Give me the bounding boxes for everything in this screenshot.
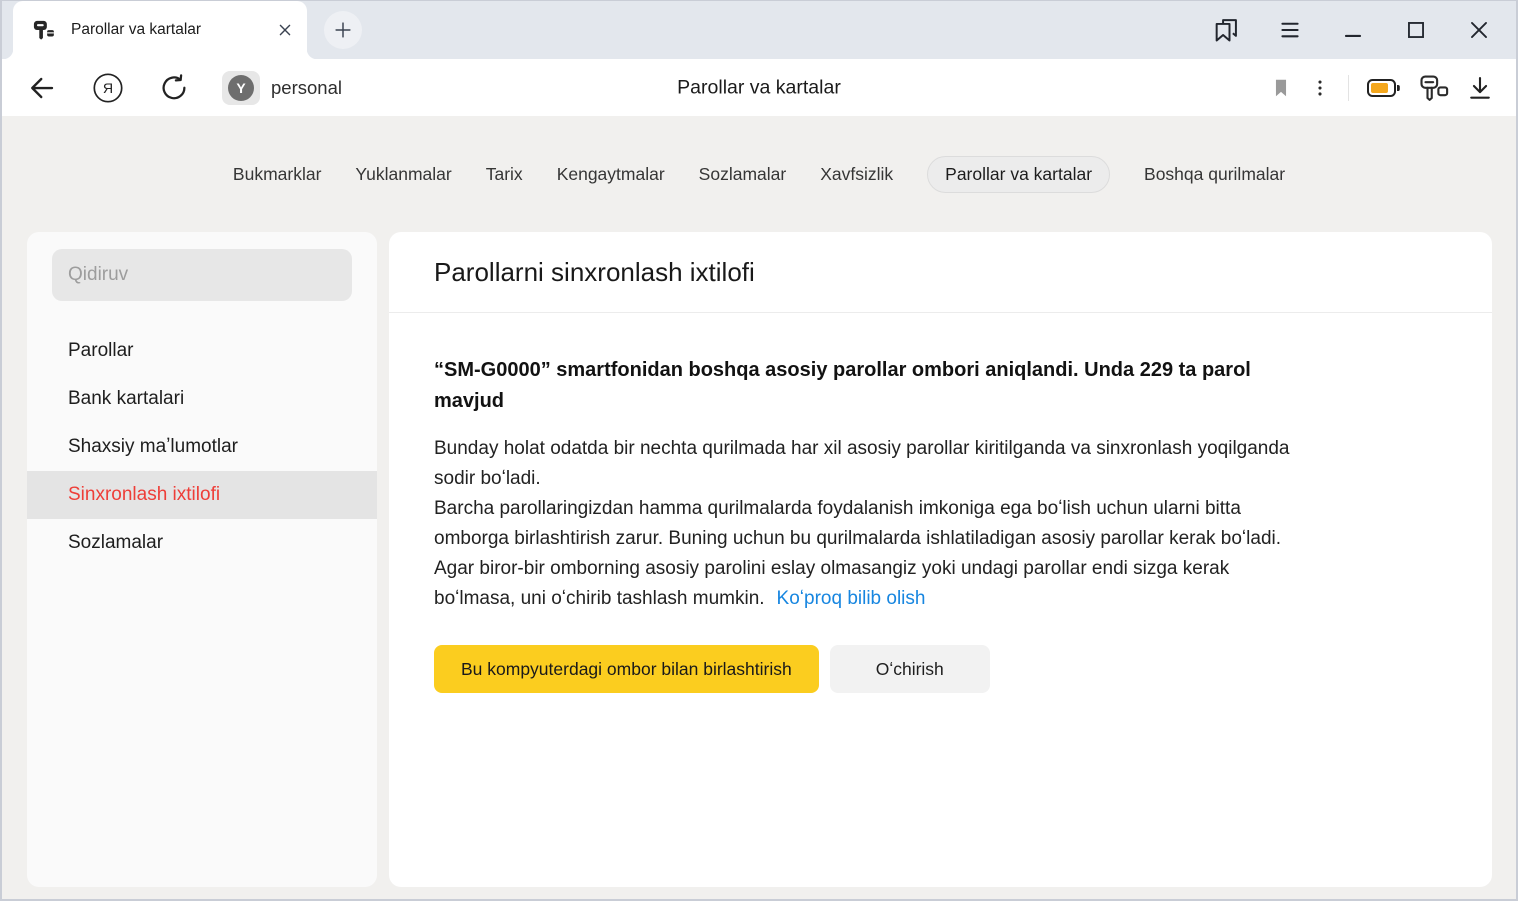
profile-button[interactable]	[222, 71, 342, 105]
back-icon[interactable]	[24, 73, 60, 103]
refresh-icon[interactable]	[156, 73, 192, 103]
alert-heading-line: “SM-G0000” smartfonidan boshqa asosiy parollar ombori aniqlandi. Unda 229 ta parol	[434, 359, 1251, 381]
nav-item-downloads[interactable]: Yuklanmalar	[355, 164, 452, 184]
more-options-icon[interactable]	[1309, 77, 1331, 99]
settings-nav	[2, 156, 1516, 193]
content-area	[27, 232, 1492, 887]
tab-close-icon[interactable]	[275, 20, 295, 40]
passwords-key-card-favicon	[32, 19, 55, 42]
page-title: Parollarni sinxronlash ixtilofi	[434, 256, 755, 287]
description-line: Bunday holat odatda bir nechta qurilmada har xil asosiy parollar kiritilganda va sinxronlash yoqilganda	[434, 438, 1290, 459]
learn-more-link[interactable]: Koʻproq bilib olish	[776, 588, 926, 609]
toolbar	[2, 59, 1516, 116]
new-tab-icon[interactable]	[324, 11, 362, 49]
search-box	[52, 249, 352, 301]
downloads-icon[interactable]	[1466, 74, 1494, 102]
toolbar-separator	[1348, 75, 1349, 101]
main-header	[389, 232, 1492, 313]
avatar-letter: Y	[228, 75, 254, 101]
merge-vault-button[interactable]: Bu kompyuterdagi ombor bilan birlashtirish	[434, 645, 819, 693]
nav-item-extensions[interactable]: Kengaytmalar	[556, 164, 665, 184]
yandex-logo-icon[interactable]	[90, 71, 126, 105]
sidebar-item-personal-data[interactable]: Shaxsiy maʼlumotlar	[68, 436, 238, 457]
sidebar-item-bank-cards[interactable]: Bank kartalari	[68, 388, 185, 409]
description-line: omborga birlashtirish zarur. Buning uchun bu qurilmalarda ishlatiladigan asosiy parollar kerak boʻladi.	[434, 528, 1282, 549]
maximize-icon[interactable]	[1403, 17, 1429, 43]
battery-saver-icon[interactable]	[1366, 75, 1402, 101]
sidebar	[27, 232, 377, 887]
bookmark-icon[interactable]	[1270, 77, 1292, 99]
nav-item-settings[interactable]: Sozlamalar	[698, 164, 787, 184]
sidebar-item-settings[interactable]: Sozlamalar	[68, 532, 164, 553]
delete-vault-button[interactable]: Oʻchirish	[830, 645, 990, 693]
window-controls	[1212, 1, 1516, 59]
main-panel	[389, 232, 1492, 887]
description-line: sodir boʻladi.	[434, 468, 541, 489]
yandex-logo-letter: Я	[102, 80, 114, 97]
nav-item-passwords-cards[interactable]: Parollar va kartalar	[927, 156, 1110, 193]
profile-name: personal	[271, 76, 342, 98]
side-panels-icon[interactable]	[1212, 16, 1240, 44]
conflict-alert-heading	[434, 355, 1447, 417]
main-body	[389, 313, 1492, 693]
tab-strip	[2, 1, 1516, 59]
sidebar-item-sync-conflict[interactable]: Sinxronlash ixtilofi	[27, 471, 377, 519]
tab-title: Parollar va kartalar	[71, 21, 202, 38]
sidebar-list	[27, 327, 377, 567]
nav-item-bookmarks[interactable]: Bukmarklar	[232, 164, 322, 184]
browser-tab[interactable]	[13, 1, 307, 59]
search-input[interactable]	[68, 264, 336, 286]
nav-item-other-devices[interactable]: Boshqa qurilmalar	[1144, 164, 1286, 184]
conflict-description	[434, 434, 1447, 614]
description-line: Agar biror-bir omborning asosiy parolini eslay olmasangiz yoki undagi parollar endi sizga kerak	[434, 558, 1230, 579]
nav-item-security[interactable]: Xavfsizlik	[820, 164, 894, 184]
description-line: boʻlmasa, uni oʻchirib tashlash mumkin.	[434, 588, 765, 609]
address-bar-title: Parollar va kartalar	[677, 76, 841, 98]
description-line: Barcha parollaringizdan hamma qurilmalarda foydalanish imkoniga ega boʻlish uchun ularni bitta	[434, 498, 1241, 519]
profile-avatar	[222, 71, 260, 105]
sidebar-item-passwords[interactable]: Parollar	[68, 340, 134, 361]
alert-heading-line: mavjud	[434, 390, 505, 412]
passwords-manager-icon[interactable]	[1419, 73, 1449, 103]
action-buttons	[434, 645, 1447, 693]
description-last-line	[434, 584, 1447, 614]
menu-icon[interactable]	[1277, 17, 1303, 43]
close-icon[interactable]	[1466, 17, 1492, 43]
minimize-icon[interactable]	[1340, 17, 1366, 43]
nav-item-history[interactable]: Tarix	[485, 164, 523, 184]
